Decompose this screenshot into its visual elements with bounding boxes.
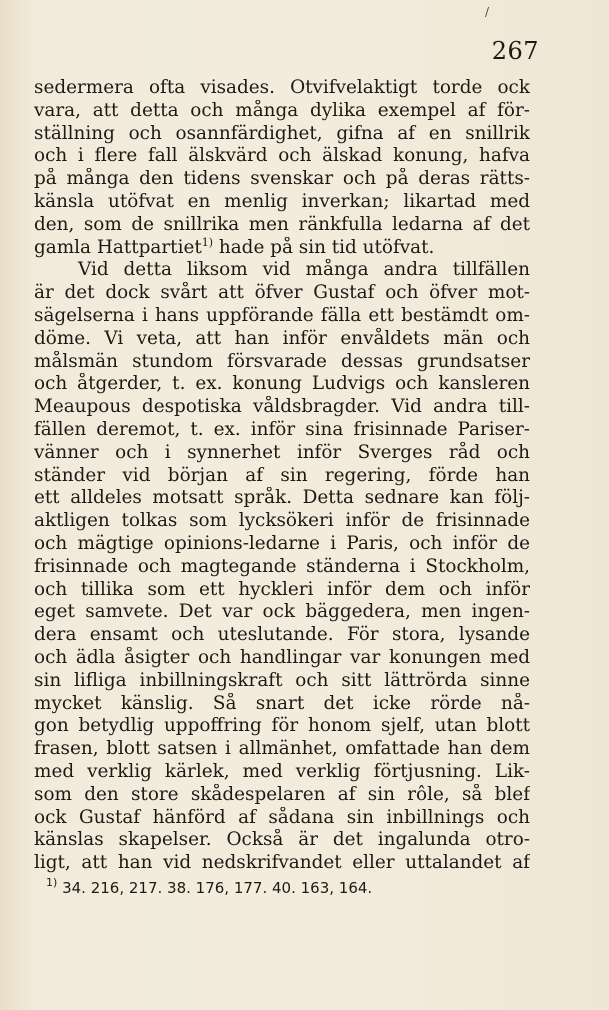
footnote <box>46 878 372 898</box>
body-text <box>34 77 530 875</box>
text-line: gon betydlig uppoffring för honom sjelf, utan blott <box>34 715 530 737</box>
text-line: dera ensamt och uteslutande. För stora, lysande <box>34 624 530 646</box>
text-line: ock Gustaf hänförd af sådana sin inbillnings och <box>34 806 530 828</box>
text-line: ställning och osannfärdighet, gifna af en snillrik <box>34 122 530 144</box>
text-line: den, som de snillrika men ränkfulla ledarna af det <box>34 213 530 235</box>
text-fragment: hade på sin tid utöfvat. <box>213 236 435 258</box>
text-line: på många den tidens svenskar och på deras rätts- <box>34 168 530 190</box>
text-line: och åtgerder, t. ex. konung Ludvigs och kansleren <box>34 373 530 395</box>
text-line: döme. Vi veta, att han inför envåldets män och <box>34 327 530 349</box>
text-line: sägelserna i hans uppförande fälla ett bestämdt om- <box>34 304 530 326</box>
text-line: fällen deremot, t. ex. inför sina frisinnade Pariser- <box>34 418 530 440</box>
text-line: vänner och i synnerhet inför Sverges råd och <box>34 441 530 463</box>
text-line: frasen, blott satsen i allmänhet, omfattade han dem <box>34 738 530 760</box>
text-line: och mägtige opinions-ledarne i Paris, och inför de <box>34 532 530 554</box>
text-line: Meaupous despotiska våldsbragder. Vid andra till- <box>34 396 530 418</box>
text-line: känsla utöfvat en menlig inverkan; likartad med <box>34 190 530 212</box>
text-line: aktligen tolkas som lycksökeri inför de frisinnade <box>34 510 530 532</box>
text-fragment: gamla Hattpartiet <box>34 236 202 258</box>
text-line: som den store skådespelaren af sin rôle, så blef <box>34 783 530 805</box>
footnote-marker: 1) <box>46 876 58 889</box>
text-line: ett alldeles motsatt språk. Detta sednare kan följ- <box>34 487 530 509</box>
text-line: ligt, att han vid nedskrifvandet eller uttalandet af <box>34 852 530 874</box>
text-line: och i flere fall älskvärd och älskad konung, hafva <box>34 145 530 167</box>
text-line: ständer vid början af sin regering, förde han <box>34 464 530 486</box>
text-line: sedermera ofta visades. Otvifvelaktigt torde ock <box>34 77 530 98</box>
text-line: känslas skapelser. Också är det ingalunda otro- <box>34 829 530 851</box>
text-line: målsmän stundom försvarade dessas grundsatser <box>34 350 530 372</box>
text-line: frisinnade och magtegande ständerna i Stockholm, <box>34 555 530 577</box>
footnote-reference: 1) <box>201 236 214 249</box>
text-line: eget samvete. Det var ock bäggedera, men ingen- <box>34 601 530 623</box>
text-line: och tillika som ett hyckleri inför dem och inför <box>34 578 530 600</box>
text-line: vara, att detta och många dylika exempel af för- <box>34 99 530 121</box>
footnote-text: 34. 216, 217. 38. 176, 177. 40. 163, 164. <box>62 879 373 897</box>
page-number: 267 <box>491 37 539 65</box>
text-line: med verklig kärlek, med verklig förtjusning. Lik- <box>34 760 530 782</box>
text-line: mycket känslig. Så snart det icke rörde nå- <box>34 692 530 714</box>
text-line: sin lifliga inbillningskraft och sitt lättrörda sinne <box>34 669 530 691</box>
page-mark: / <box>484 5 489 19</box>
text-line: är det dock svårt att öfver Gustaf och öfver mot- <box>34 282 530 304</box>
text-line: och ädla åsigter och handlingar var konungen med <box>34 646 530 668</box>
text-line: Vid detta liksom vid många andra tillfällen <box>78 259 530 281</box>
text-line-with-footnote-ref <box>34 237 530 260</box>
